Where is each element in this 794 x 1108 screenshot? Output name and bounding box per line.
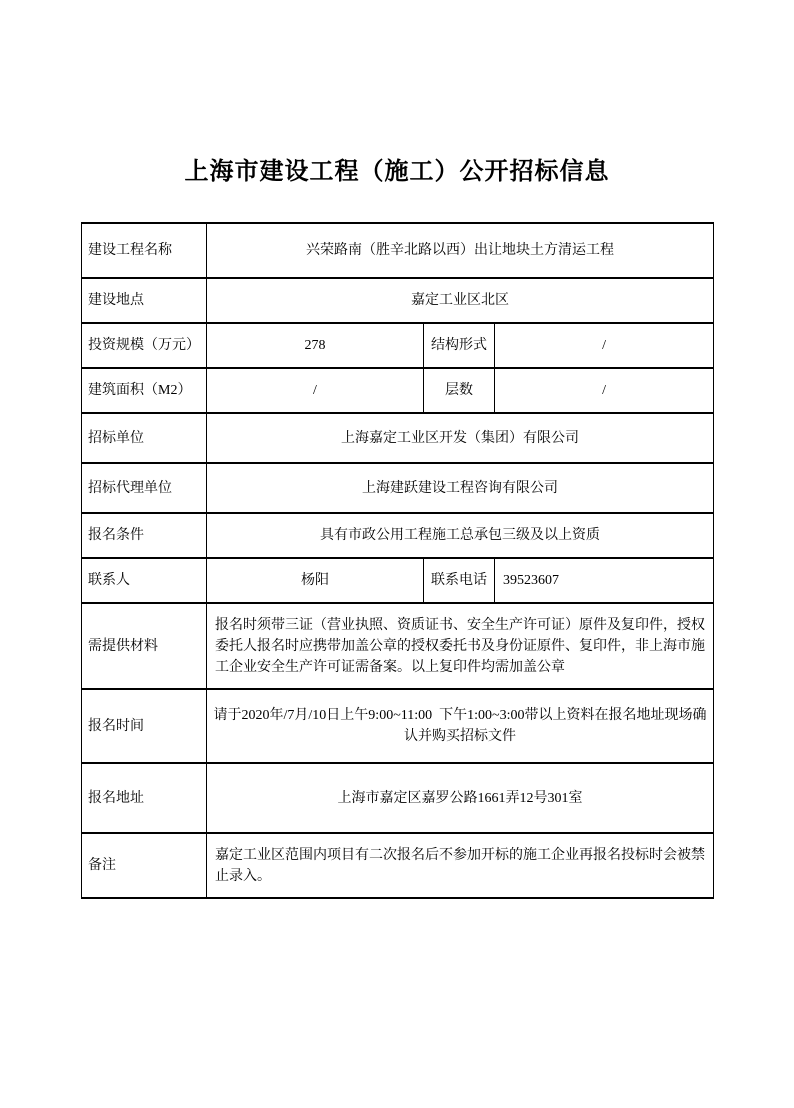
floor-area-value: /	[207, 368, 424, 413]
row-tender-agency	[82, 463, 714, 513]
registration-address-value: 上海市嘉定区嘉罗公路1661弄12号301室	[207, 763, 714, 833]
required-materials-value: 报名时须带三证（营业执照、资质证书、安全生产许可证）原件及复印件，授权委托人报名时应携带加盖公章的授权委托书及身份证原件、复印件，非上海市施工企业安全生产许可证需备案。以上复印件均需加盖公章	[207, 603, 714, 689]
bidding-info-table	[81, 222, 714, 899]
row-required-materials	[82, 603, 714, 689]
floors-value: /	[495, 368, 714, 413]
project-name-label: 建设工程名称	[82, 223, 207, 278]
structure-type-label: 结构形式	[424, 323, 495, 368]
floor-area-label: 建筑面积（M2）	[82, 368, 207, 413]
registration-condition-label: 报名条件	[82, 513, 207, 558]
structure-type-value: /	[495, 323, 714, 368]
remarks-value: 嘉定工业区范围内项目有二次报名后不参加开标的施工企业再报名投标时会被禁止录入。	[207, 833, 714, 898]
location-value: 嘉定工业区北区	[207, 278, 714, 323]
row-registration-time	[82, 689, 714, 763]
project-name-value: 兴荣路南（胜辛北路以西）出让地块土方清运工程	[207, 223, 714, 278]
floors-label: 层数	[424, 368, 495, 413]
row-floor-area	[82, 368, 714, 413]
row-tender-unit	[82, 413, 714, 463]
contact-person-value: 杨阳	[207, 558, 424, 603]
tender-agency-value: 上海建跃建设工程咨询有限公司	[207, 463, 714, 513]
tender-unit-label: 招标单位	[82, 413, 207, 463]
remarks-label: 备注	[82, 833, 207, 898]
row-registration-address	[82, 763, 714, 833]
contact-phone-label: 联系电话	[424, 558, 495, 603]
registration-address-label: 报名地址	[82, 763, 207, 833]
row-registration-condition	[82, 513, 714, 558]
investment-label: 投资规模（万元）	[82, 323, 207, 368]
tender-agency-label: 招标代理单位	[82, 463, 207, 513]
row-investment	[82, 323, 714, 368]
contact-phone-value: 39523607	[495, 558, 714, 603]
registration-time-value: 请于2020年/7月/10日上午9:00~11:00 下午1:00~3:00带以上资料在报名地址现场确认并购买招标文件	[207, 689, 714, 763]
location-label: 建设地点	[82, 278, 207, 323]
page-title: 上海市建设工程（施工）公开招标信息	[184, 158, 610, 185]
registration-time-label: 报名时间	[82, 689, 207, 763]
row-contact	[82, 558, 714, 603]
tender-unit-value: 上海嘉定工业区开发（集团）有限公司	[207, 413, 714, 463]
row-location	[82, 278, 714, 323]
registration-condition-value: 具有市政公用工程施工总承包三级及以上资质	[207, 513, 714, 558]
required-materials-label: 需提供材料	[82, 603, 207, 689]
row-remarks	[82, 833, 714, 898]
contact-person-label: 联系人	[82, 558, 207, 603]
row-project-name	[82, 223, 714, 278]
investment-value: 278	[207, 323, 424, 368]
